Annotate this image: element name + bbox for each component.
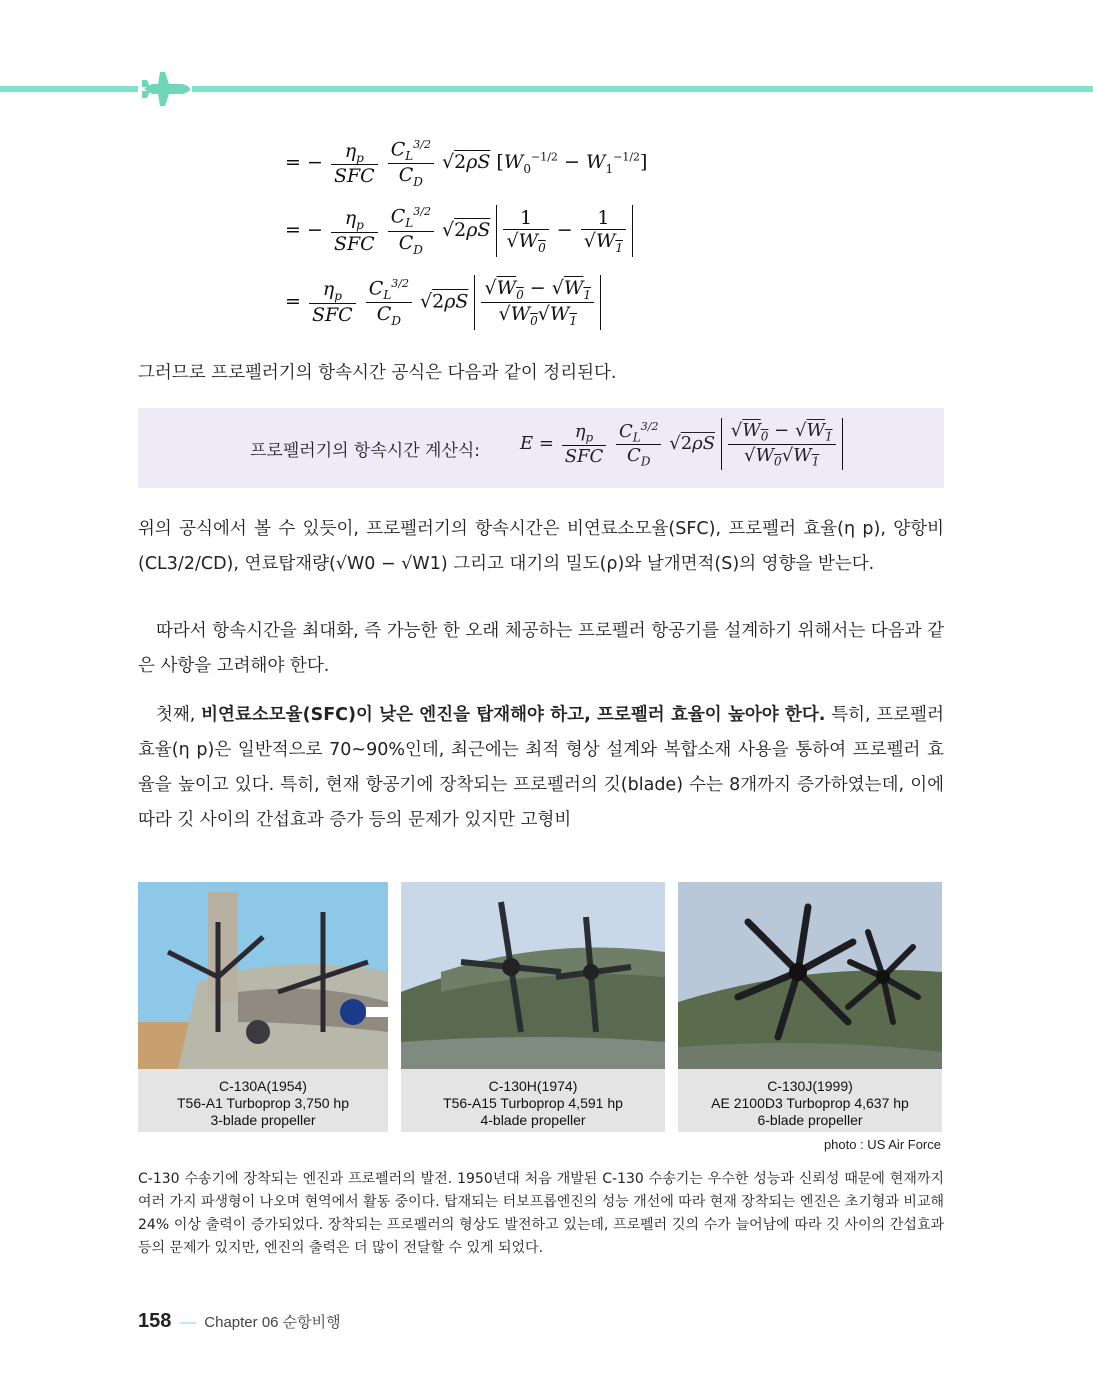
paragraph-1: 위의 공식에서 볼 수 있듯이, 프로펠러기의 항속시간은 비연료소모율(SFC), 프로펠러 효율(η p), 양항비(CL3/2/CD), 연료탑재량(√W0 − √W1) 그리고 대기의 밀도(ρ)와 날개면적(S)의 영향을 받는다. bbox=[138, 519, 944, 574]
page-footer bbox=[138, 1310, 341, 1333]
chapter-title: Chapter 06 순항비행 bbox=[204, 1314, 341, 1331]
paragraph-3: 첫째, 비연료소모율(SFC)이 낮은 엔진을 탑재해야 하고, 프로펠러 효율이 높아야 한다. 특히, 프로펠러 효율(η p)은 일반적으로 70~90%인데, 최근에는 최적 형상 설계와 복합소재 사용을 통하여 프로펠러 효율을 높이고 있다. 특히, 현재 항공기에 장착되는 프로펠러의 깃(blade) 수는 8개까지 증가하였는데, 이에 따라 깃 사이의 간섭효과 증가 등의 문제가 있지만 고형비 bbox=[138, 705, 944, 830]
photo-c130h bbox=[401, 882, 665, 1132]
intro-text: 그러므로 프로펠러기의 항속시간 공식은 다음과 같이 정리된다. bbox=[138, 363, 617, 383]
formula-box bbox=[138, 408, 944, 488]
photo-c130a bbox=[138, 882, 388, 1132]
formula-label: 프로펠러기의 항속시간 계산식: bbox=[250, 441, 481, 461]
photo-c130j bbox=[678, 882, 942, 1132]
equation-line-1: = − $\frac{\eta_p}{\text{SFC}}$ $\frac{C_L^{3/2}}{C_D}$ √2ρS $[W_0^{-1/2} - W_1^{-1/2}]$ bbox=[285, 138, 648, 189]
paragraph-2: 따라서 항속시간을 최대화, 즉 가능한 한 오래 체공하는 프로펠러 항공기를 설계하기 위해서는 다음과 같은 사항을 고려해야 한다. bbox=[138, 621, 944, 676]
photo-caption: C-130H(1974) T56-A15 Turboprop 4,591 hp 4-blade propeller bbox=[443, 1078, 623, 1128]
paragraph-3-bold: 비연료소모율(SFC)이 낮은 엔진을 탑재해야 하고, 프로펠러 효율이 높아야 한다. bbox=[201, 705, 826, 725]
formula-equation: E = $\frac{\eta_p}{\text{SFC}}$ $\frac{C_L^{3/2}}{C_D}$ √2ρS $\frac{√W_0 - √W_1}{√W_0√W_1}$ bbox=[520, 418, 843, 470]
figure-caption: C-130 수송기에 장착되는 엔진과 프로펠러의 발전. 1950년대 처음 개발된 C-130 수송기는 우수한 성능과 신뢰성 때문에 현재까지 여러 가지 파생형이 나오며 현역에서 활동 중이다. 탑재되는 터보프롭엔진의 성능 개선에 따라 현재 장착되는 엔진은 초기형과 비교해 24% 이상 출력이 증가되었다. 장착되는 프로펠러의 형상도 발전하고 있는데, 프로펠러 깃의 수가 늘어남에 따라 깃 사이의 간섭효과 등의 문제가 있지만, 엔진의 출력은 더 많이 전달할 수 있게 되었다. bbox=[138, 1171, 944, 1256]
footer-separator: — bbox=[179, 1314, 196, 1331]
page-number: 158 bbox=[138, 1310, 172, 1332]
c130h-image bbox=[401, 882, 665, 1069]
photo-caption: C-130J(1999) AE 2100D3 Turboprop 4,637 hp 6-blade propeller bbox=[711, 1078, 909, 1128]
photo-credit: photo : US Air Force bbox=[823, 1137, 941, 1152]
c130a-image bbox=[138, 882, 388, 1069]
photo-caption: C-130A(1954) T56-A1 Turboprop 3,750 hp 3-blade propeller bbox=[176, 1078, 349, 1128]
airplane-icon bbox=[138, 68, 192, 110]
equation-line-2: = − $\frac{\eta_p}{\text{SFC}}$ $\frac{C_L^{3/2}}{C_D}$ √2ρS $\frac{1}{√W_0}$ − $\frac{1}{√W_1}$ bbox=[285, 205, 633, 257]
equation-line-3: = $\frac{\eta_p}{\text{SFC}}$ $\frac{C_L^{3/2}}{C_D}$ √2ρS $\frac{√W_0 - √W_1}{√W_0√W_1}$ bbox=[285, 275, 601, 330]
c130j-image bbox=[678, 882, 942, 1069]
